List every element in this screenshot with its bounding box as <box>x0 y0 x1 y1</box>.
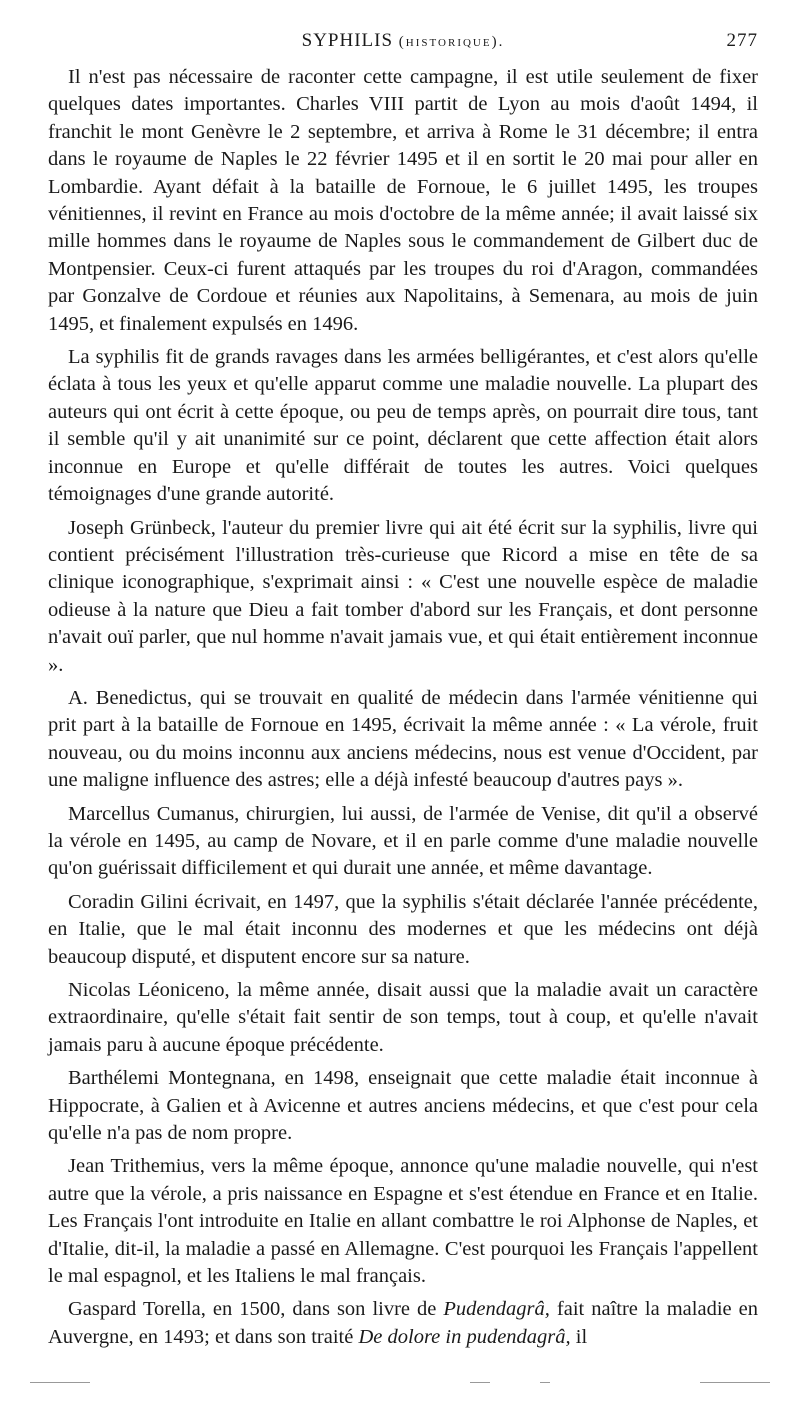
paragraph: Il n'est pas nécessaire de raconter cette campagne, il est utile seulement de fixer quelques dates importantes. Charles VIII partit de Lyon au mois d'août 1494, il franchit le mont Genèvre le 2 septembre, et arriva à Rome le 31 décembre; il entra dans le royaume de Naples le 22 février 1495 et il en sortit le 20 mai pour aller en Lombardie. Ayant défait à la bataille de Fornoue, le 6 juillet 1495, les troupes vénitiennes, il revint en France au mois d'octobre de la même année; il avait laissé six mille hommes dans le royaume de Naples sous le commandement de Gilbert duc de Montpensier. Ceux-ci furent attaqués par les troupes du roi d'Aragon, commandées par Gonzalve de Cordoue et réunies aux Napolitains, à Semenara, au mois de juin 1495, et finalement expulsés en 1496. <box>48 66 758 335</box>
paragraph: Barthélemi Montegnana, en 1498, enseignait que cette maladie était inconnue à Hippocrate, à Galien et à Avicenne et autres anciens médecins, et que c'est pour cela qu'elle n'a pas de nom propre. <box>48 1067 758 1145</box>
paragraph: Jean Trithemius, vers la même époque, annonce qu'une maladie nouvelle, qui n'est autre que la vérole, a pris naissance en Espagne et s'est étendue en France et en Italie. Les Français l'ont introduite en Italie en allant combattre le roi Alphonse de Naples, et d'Italie, dit-il, la maladie a passé en Allemagne. C'est pourquoi les Français l'appellent le mal espagnol, et les Italiens le mal français. <box>48 1155 758 1288</box>
italic-title: Pudendagrâ, <box>443 1298 550 1321</box>
paragraph: La syphilis fit de grands ravages dans les armées belligérantes, et c'est alors qu'elle éclata à tous les yeux et qu'elle apparut comme une maladie nouvelle. La plupart des auteurs qui ont écrit à cette époque, ou peu de temps après, on pourrait dire tous, tant il semble qu'il y ait unanimité sur ce point, déclarent que cette affection était alors inconnue en Europe et qu'elle différait de toutes les autres. Voici quelques témoignages d'une grande autorité. <box>48 346 758 506</box>
page-number: 277 <box>726 30 758 51</box>
text-run: il <box>570 1325 588 1348</box>
paragraph: Joseph Grünbeck, l'auteur du premier livre qui ait été écrit sur la syphilis, livre qui contient précisément l'illustration très-curieuse que Ricord a mise en tête de sa clinique iconographique, s'exprimait ainsi : « C'est une nouvelle espèce de maladie odieuse à la nature que Dieu a fait tomber d'abord sur les Français, et dont personne n'avait ouï parler, que nul homme n'avait jamais vue, et qui était entièrement inconnue ». <box>48 516 758 676</box>
paragraph-last <box>48 1296 758 1351</box>
paragraph: A. Benedictus, qui se trouvait en qualité de médecin dans l'armée vénitienne qui prit part à la bataille de Fornoue en 1495, écrivait la même année : « La vérole, fruit nouveau, ou du moins inconnu aux anciens médecins, nous est venue d'Occident, par une maligne influence des astres; elle a déjà infesté beaucoup d'autres pays ». <box>48 686 758 792</box>
body-text <box>48 64 758 1351</box>
scan-footer-marks <box>30 1378 770 1388</box>
running-head <box>48 30 758 56</box>
scan-mark <box>30 1382 90 1383</box>
running-title-subtitle: (historique). <box>398 34 505 50</box>
scan-mark <box>540 1382 550 1383</box>
italic-title: De dolore in pudendagrâ, <box>358 1325 571 1348</box>
paragraph: Marcellus Cumanus, chirurgien, lui aussi, de l'armée de Venise, dit qu'il a observé la vérole en 1495, au camp de Novare, et il en parle comme d'une maladie nouvelle qu'on guérissait difficilement et qui durait une année, et même davantage. <box>48 802 758 880</box>
paragraph: Coradin Gilini écrivait, en 1497, que la syphilis s'était déclarée l'année précédente, en Italie, que le mal était inconnu des modernes et que les médecins ont déjà beaucoup disputé, et disputent encore sur sa nature. <box>48 890 758 968</box>
text-run: Gaspard Torella, en 1500, dans son livre de <box>68 1298 444 1321</box>
scan-mark <box>700 1382 770 1383</box>
running-title-main: SYPHILIS <box>301 30 394 51</box>
paragraph: Nicolas Léoniceno, la même année, disait aussi que la maladie avait un caractère extraordinaire, qu'elle s'était fait sentir de son temps, tout à coup, et qu'elle n'avait jamais paru à aucune époque précédente. <box>48 979 758 1056</box>
text-run: fait naître la maladie en Auvergne, en 1493; et dans son traité <box>48 1298 758 1348</box>
running-title <box>48 30 758 52</box>
scan-mark <box>470 1382 490 1383</box>
